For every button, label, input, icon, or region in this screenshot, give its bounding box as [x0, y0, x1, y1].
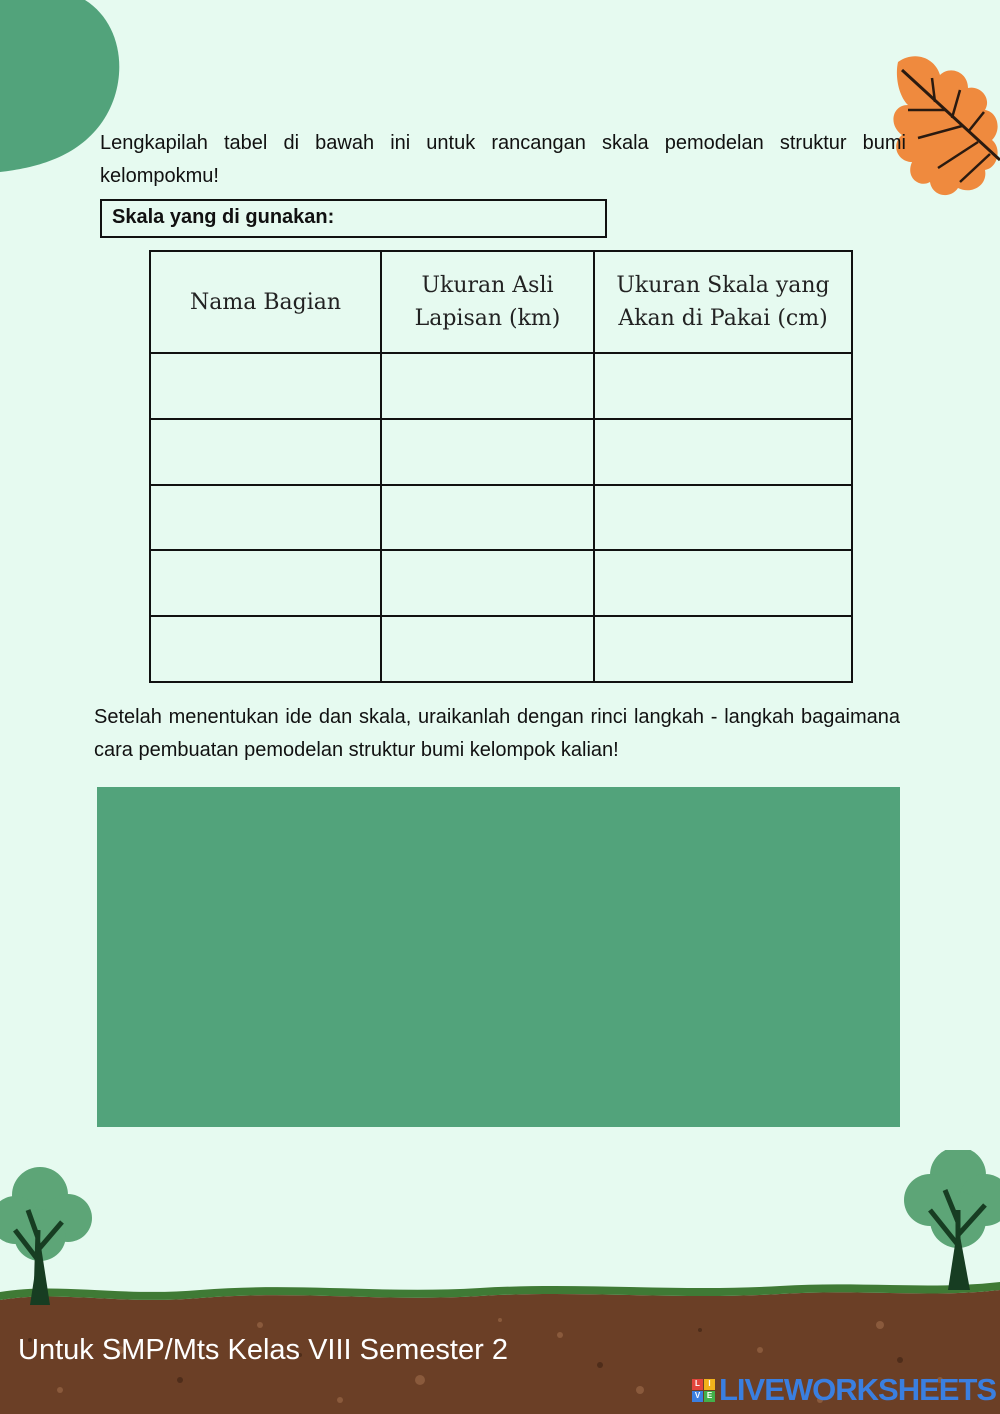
table-cell — [381, 419, 594, 485]
liveworksheets-logo-icon — [692, 1379, 715, 1402]
brand-text: LIVEWORKSHEETS — [719, 1372, 997, 1407]
table-cell — [381, 353, 594, 419]
tree-icon — [904, 1150, 1000, 1290]
table-cell — [381, 485, 594, 551]
answer-input[interactable] — [151, 616, 384, 682]
liveworksheets-brand[interactable] — [692, 1372, 996, 1408]
logo-letter: L — [692, 1379, 703, 1390]
table-cell — [150, 550, 381, 616]
header-nama-bagian: Nama Bagian — [150, 251, 381, 353]
table-cell — [150, 419, 381, 485]
steps-answer-area[interactable] — [97, 787, 900, 1127]
answer-input[interactable] — [151, 353, 384, 419]
table-cell — [381, 550, 594, 616]
table-cell — [594, 419, 852, 485]
answer-input[interactable] — [382, 353, 597, 419]
answer-input[interactable] — [382, 616, 597, 682]
steps-instruction: Setelah menentukan ide dan skala, uraikanlah dengan rinci langkah - langkah bagaimana cara pembuatan pemodelan struktur bumi kelompok kalian! — [94, 706, 900, 761]
table-row — [150, 550, 852, 616]
table-row — [150, 353, 852, 419]
table-cell — [594, 353, 852, 419]
answer-input[interactable] — [382, 419, 597, 485]
answer-input[interactable] — [151, 485, 384, 551]
header-ukuran-skala: Ukuran Skala yang Akan di Pakai (cm) — [594, 251, 852, 353]
table-cell — [594, 485, 852, 551]
table-row — [150, 419, 852, 485]
logo-letter: E — [704, 1391, 715, 1402]
scale-table — [149, 250, 853, 683]
table-row — [150, 616, 852, 682]
answer-input[interactable] — [151, 419, 384, 485]
answer-input[interactable] — [595, 616, 855, 682]
table-instruction: Lengkapilah tabel di bawah ini untuk rancangan skala pemodelan struktur bumi kelompokmu! — [100, 132, 906, 187]
answer-input[interactable] — [595, 353, 855, 419]
answer-input[interactable] — [382, 550, 597, 616]
table-header-row — [150, 251, 852, 353]
table-cell — [150, 616, 381, 682]
tree-icon — [0, 1167, 92, 1305]
table-cell — [381, 616, 594, 682]
table-row — [150, 485, 852, 551]
logo-letter: I — [704, 1379, 715, 1390]
scale-box — [100, 199, 607, 238]
table-cell — [594, 616, 852, 682]
logo-letter: V — [692, 1391, 703, 1402]
answer-input[interactable] — [151, 550, 384, 616]
scale-label: Skala yang di gunakan: — [112, 206, 335, 228]
table-cell — [150, 485, 381, 551]
answer-input[interactable] — [595, 550, 855, 616]
answer-input[interactable] — [595, 419, 855, 485]
table-cell — [594, 550, 852, 616]
answer-input[interactable] — [595, 485, 855, 551]
header-ukuran-asli: Ukuran Asli Lapisan (km) — [381, 251, 594, 353]
footer-text: Untuk SMP/Mts Kelas VIII Semester 2 — [18, 1334, 508, 1366]
table-cell — [150, 353, 381, 419]
answer-input[interactable] — [382, 485, 597, 551]
